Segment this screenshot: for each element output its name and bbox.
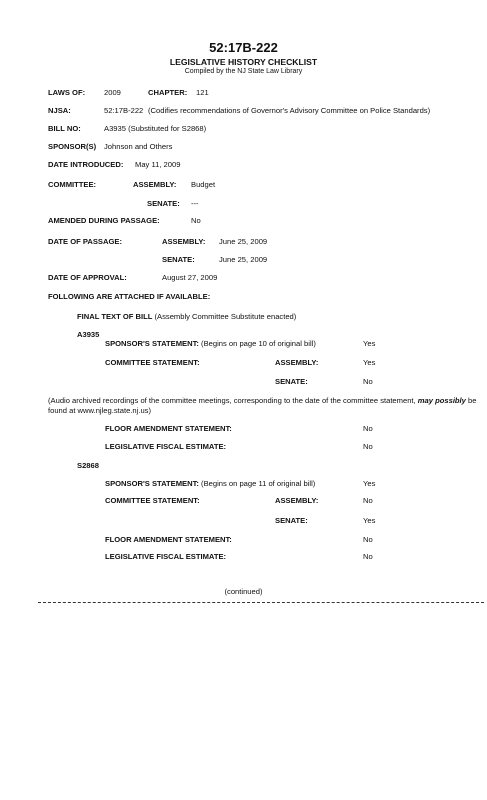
- continued-label: (continued): [224, 587, 263, 596]
- a3935-committee-label: COMMITTEE STATEMENT:: [105, 358, 200, 367]
- chapter-value: 121: [196, 88, 209, 97]
- a3935-sponsor-label: SPONSOR'S STATEMENT:: [105, 339, 199, 348]
- page-subtitle: LEGISLATIVE HISTORY CHECKLIST: [169, 57, 318, 67]
- njsa-label: NJSA:: [48, 106, 71, 115]
- s2868-sponsor-statement: [105, 479, 315, 488]
- a3935-sponsor-statement: [105, 339, 316, 348]
- s2868-assembly-label: ASSEMBLY:: [275, 496, 319, 505]
- page-divider: [38, 602, 484, 603]
- audio-note-part1: (Audio archived recordings of the committee meetings, corresponding to the date of the committee statement,: [48, 396, 416, 405]
- committee-assembly-value: Budget: [191, 180, 216, 189]
- s2868-fiscal-value: No: [363, 552, 373, 561]
- njsa-description: (Codifies recommendations of Governor's Advisory Committee on Police Standards): [148, 106, 431, 115]
- date-introduced-value: May 11, 2009: [135, 160, 181, 169]
- laws-of-value: 2009: [104, 88, 121, 97]
- committee-label: COMMITTEE:: [48, 180, 97, 189]
- passage-assembly-value: June 25, 2009: [219, 237, 268, 246]
- bill-id-s2868: S2868: [77, 461, 99, 470]
- page-title: 52:17B-222: [209, 40, 278, 55]
- committee-assembly-label: ASSEMBLY:: [133, 180, 177, 189]
- a3935-sponsor-note: (Begins on page 10 of original bill): [201, 339, 316, 348]
- amended-label: AMENDED DURING PASSAGE:: [48, 216, 160, 225]
- a3935-senate-value: No: [363, 377, 373, 386]
- passage-senate-value: June 25, 2009: [219, 255, 268, 264]
- a3935-assembly-label: ASSEMBLY:: [275, 358, 319, 367]
- audio-note: [48, 396, 480, 416]
- s2868-senate-value: Yes: [363, 516, 376, 525]
- s2868-sponsor-value: Yes: [363, 479, 376, 488]
- s2868-sponsor-label: SPONSOR'S STATEMENT:: [105, 479, 199, 488]
- date-of-passage-label: DATE OF PASSAGE:: [48, 237, 122, 246]
- s2868-floor-value: No: [363, 535, 373, 544]
- final-text-label: FINAL TEXT OF BILL: [77, 312, 153, 321]
- amended-value: No: [191, 216, 201, 225]
- chapter-label: CHAPTER:: [148, 88, 188, 97]
- s2868-sponsor-note: (Begins on page 11 of original bill): [201, 479, 316, 488]
- s2868-assembly-value: No: [363, 496, 373, 505]
- a3935-assembly-value: Yes: [363, 358, 376, 367]
- compiled-by: Compiled by the NJ State Law Library: [184, 68, 303, 75]
- s2868-committee-label: COMMITTEE STATEMENT:: [105, 496, 200, 505]
- date-of-approval-value: August 27, 2009: [162, 273, 218, 282]
- njsa-value: 52:17B-222: [104, 106, 144, 115]
- s2868-fiscal-label: LEGISLATIVE FISCAL ESTIMATE:: [105, 552, 227, 561]
- sponsors-value: Johnson and Others: [104, 142, 173, 151]
- bill-no-value: A3935 (Substituted for S2868): [104, 124, 207, 133]
- date-introduced-label: DATE INTRODUCED:: [48, 160, 124, 169]
- date-of-approval-label: DATE OF APPROVAL:: [48, 273, 127, 282]
- committee-senate-value: ---: [191, 199, 199, 208]
- audio-note-emphasis: may possibly: [417, 396, 466, 405]
- final-text-row: [77, 312, 296, 321]
- laws-of-label: LAWS OF:: [48, 88, 86, 97]
- final-text-note: (Assembly Committee Substitute enacted): [154, 312, 297, 321]
- passage-assembly-label: ASSEMBLY:: [162, 237, 206, 246]
- a3935-senate-label: SENATE:: [275, 377, 308, 386]
- committee-senate-label: SENATE:: [147, 199, 180, 208]
- sponsors-label: SPONSOR(S): [48, 142, 97, 151]
- a3935-floor-value: No: [363, 424, 373, 433]
- a3935-floor-label: FLOOR AMENDMENT STATEMENT:: [105, 424, 232, 433]
- bill-no-label: BILL NO:: [48, 124, 81, 133]
- s2868-senate-label: SENATE:: [275, 516, 308, 525]
- a3935-fiscal-label: LEGISLATIVE FISCAL ESTIMATE:: [105, 442, 227, 451]
- bill-id-a3935: A3935: [77, 330, 100, 339]
- s2868-floor-label: FLOOR AMENDMENT STATEMENT:: [105, 535, 232, 544]
- audio-note-part2: be found at www.njleg.state.nj.us): [48, 396, 477, 415]
- a3935-fiscal-value: No: [363, 442, 373, 451]
- following-attached-label: FOLLOWING ARE ATTACHED IF AVAILABLE:: [48, 292, 211, 301]
- passage-senate-label: SENATE:: [162, 255, 195, 264]
- a3935-sponsor-value: Yes: [363, 339, 376, 348]
